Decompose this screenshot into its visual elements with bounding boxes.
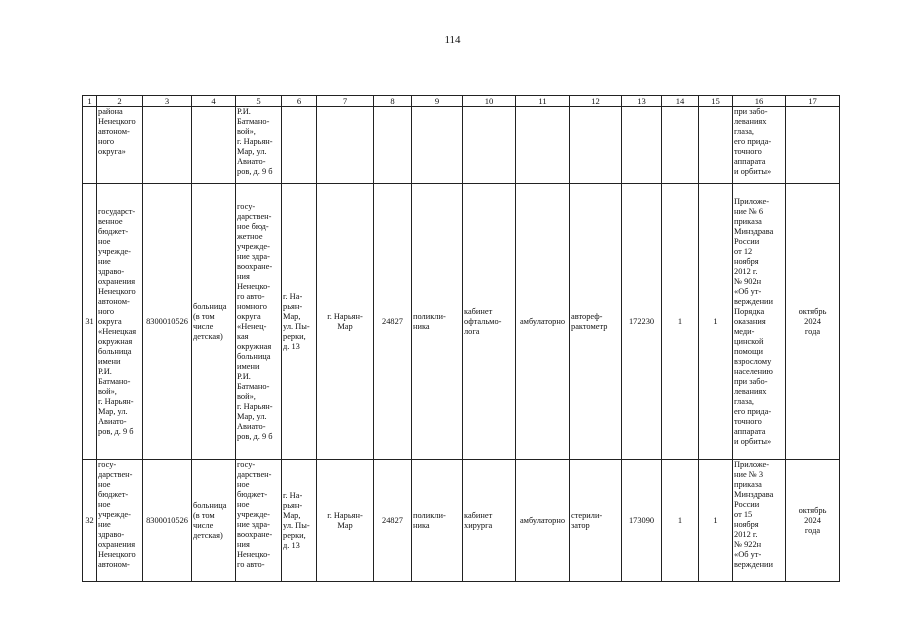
mode-cell [516,107,570,184]
address-cell [282,107,317,184]
department-cell: поликли- ника [412,460,463,582]
mode-cell: амбулаторно [516,460,570,582]
row-number: 31 [83,184,97,460]
device-cell: стерили- затор [570,460,622,582]
code-cell [374,107,412,184]
column-header: 15 [699,96,733,107]
date-cell: октябрь 2024 года [786,460,840,582]
column-header: 16 [733,96,786,107]
city-cell: г. Нарьян- Мар [317,460,374,582]
device-cell: автореф- рактометр [570,184,622,460]
code-cell: 24827 [374,460,412,582]
table-row [83,107,840,184]
column-header: 12 [570,96,622,107]
order-cell: Приложе- ние № 3 приказа Минздрава России от 15 ноября 2012 г. № 922н «Об ут- верждении [733,460,786,582]
room-cell: кабинет хирурга [463,460,516,582]
date-cell: октябрь 2024 года [786,184,840,460]
table-header-row [83,96,840,107]
address-cell: г. На- рьян- Мар, ул. Пы- рерки, д. 13 [282,460,317,582]
room-cell: кабинет офтальмо- лога [463,184,516,460]
quantity-cell: 1 [699,460,733,582]
column-header: 9 [412,96,463,107]
quantity-cell: 1 [699,184,733,460]
facility-type-cell: больница (в том числе детская) [192,184,236,460]
column-header: 4 [192,96,236,107]
date-cell [786,107,840,184]
mode-cell: амбулаторно [516,184,570,460]
column-header: 14 [662,96,699,107]
column-header: 3 [143,96,192,107]
column-header: 13 [622,96,662,107]
city-cell [317,107,374,184]
row-number: 32 [83,460,97,582]
registry-table [82,95,840,582]
quantity-cell [699,107,733,184]
owner-cell: госу- дарствен- ное бюд- жетное учрежде- ние здра- воохране- ния Ненецко- го авто- номного округа «Ненец- кая окружная больница имени Р.И. Батмано- вой», г. Нарьян- Мар, ул. Авиато- ров, д. 9 б [236,184,282,460]
column-header: 17 [786,96,840,107]
organization-cell: района Ненецкого автоном- ного округа» [97,107,143,184]
column-header: 11 [516,96,570,107]
column-header: 8 [374,96,412,107]
address-cell: г. На- рьян- Мар, ул. Пы- рерки, д. 13 [282,184,317,460]
device-cell [570,107,622,184]
device-code-cell: 173090 [622,460,662,582]
table-row [83,460,840,582]
room-cell [463,107,516,184]
column-header: 7 [317,96,374,107]
code-cell: 24827 [374,184,412,460]
facility-type-cell [192,107,236,184]
inn-cell [143,107,192,184]
quantity-cell: 1 [662,184,699,460]
organization-cell: государст- венное бюджет- ное учрежде- ние здраво- охранения Ненецкого автоном- ного округа «Ненецкая окружная больница имени Р.И. Батмано- вой», г. Нарьян- Мар, ул. Авиато- ров, д. 9 б [97,184,143,460]
organization-cell: госу- дарствен- ное бюджет- ное учрежде- ние здраво- охранения Ненецкого автоном- [97,460,143,582]
inn-cell: 8300010526 [143,184,192,460]
quantity-cell [662,107,699,184]
city-cell: г. Нарьян- Мар [317,184,374,460]
column-header: 1 [83,96,97,107]
column-header: 6 [282,96,317,107]
owner-cell: госу- дарствен- ное бюджет- ное учрежде- ние здра- воохране- ния Ненецко- го авто- [236,460,282,582]
department-cell [412,107,463,184]
owner-cell: Р.И. Батмано- вой», г. Нарьян- Мар, ул. Авиато- ров, д. 9 б [236,107,282,184]
table-row [83,184,840,460]
inn-cell: 8300010526 [143,460,192,582]
quantity-cell: 1 [662,460,699,582]
row-number [83,107,97,184]
order-cell: Приложе- ние № 6 приказа Минздрава России от 12 ноября 2012 г. № 902н «Об ут- верждении Порядка оказания меди- цинской помощи взрослому населению при забо- леваниях глаза, его прида- точного аппарата и орбиты» [733,184,786,460]
device-code-cell [622,107,662,184]
department-cell: поликли- ника [412,184,463,460]
facility-type-cell: больница (в том числе детская) [192,460,236,582]
column-header: 2 [97,96,143,107]
device-code-cell: 172230 [622,184,662,460]
column-header: 5 [236,96,282,107]
page-number: 114 [444,34,461,46]
column-header: 10 [463,96,516,107]
order-cell: при забо- леваниях глаза, его прида- точного аппарата и орбиты» [733,107,786,184]
